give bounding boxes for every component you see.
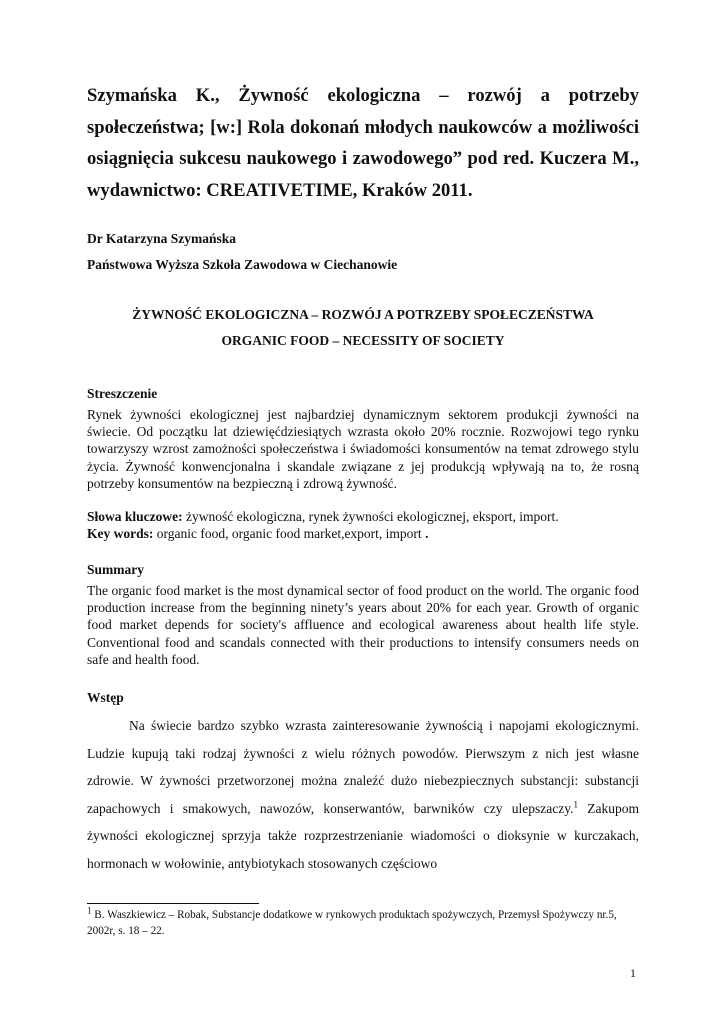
keywords-pl-text: żywność ekologiczna, rynek żywności ekologicznej, eksport, import. [182, 509, 559, 525]
paper-titles [87, 302, 639, 354]
keywords-english [87, 525, 639, 542]
keywords-en-end: . [421, 526, 429, 542]
author-affiliation: Państwowa Wyższa Szkoła Zawodowa w Ciechanowie [87, 257, 398, 272]
keywords-en-label: Key words: [87, 526, 154, 542]
intro-text-part1: Na świecie bardzo szybko wzrasta zainteresowanie żywnością i napojami ekologicznymi. Ludzie kupują taki rodzaj żywności z wielu różnych powodów. Pierwszym z nich jest własne zdrowie. W żywności przetworzonej można znaleźć dużo niebezpiecznych substancji: substancji zapachowych i smakowych, nawozów, konserwantów, barwników czy ulepszaczy. [87, 718, 639, 816]
keywords-polish [87, 508, 639, 525]
title-english: ORGANIC FOOD – NECESSITY OF SOCIETY [221, 333, 505, 348]
intro-section [87, 688, 639, 878]
footnote-text: B. Waszkiewicz – Robak, Substancje dodatkowe w rynkowych produktach spożywczych, Przemysł Spożywczy nr.5, 2002r, s. 18 – 22. [87, 909, 617, 937]
footnote-ref[interactable]: 1 [573, 799, 578, 810]
abstract-text: Rynek żywności ekologicznej jest najbardziej dynamicznym sektorem produkcji żywności na świecie. Od początku lat dziewięćdziesiątych wzrasta około 20% rocznie. Rozwojowi tego rynku towarzyszy wzrost zamożności społeczeństwa i świadomości konsumentów na temat zdrowego stylu życia. Żywność konwencjonalna i skandale związane z jej produkcją wpływają na to, że rosną potrzeby konsumentów na bezpieczną i zdrową żywność. [87, 407, 639, 491]
intro-heading: Wstęp [87, 690, 124, 706]
keywords-pl-label: Słowa kluczowe: [87, 509, 183, 525]
abstract-heading: Streszczenie [87, 386, 158, 401]
citation: Szymańska K., Żywność ekologiczna – rozwój a potrzeby społeczeństwa; [w:] Rola dokonań młodych naukowców a możliwości osiągnięcia sukcesu naukowego i zawodowego” pod red. Kuczera M., wydawnictwo: CREATIVETIME, Kraków 2011. [87, 85, 639, 201]
abstract-polish [87, 384, 639, 492]
page-content [87, 80, 639, 878]
footnote-divider [87, 903, 259, 904]
summary-section [87, 560, 639, 668]
keywords-block [87, 508, 639, 542]
footnote [87, 905, 639, 939]
author-name: Dr Katarzyna Szymańska [87, 231, 237, 246]
intro-text-part2: Zakupom żywności ekologicznej sprzyja także rozprzestrzenianie wiadomości o dioksynie w kurczakach, hormonach w wołowinie, antybiotykach stosowanych częściowo [87, 800, 639, 871]
summary-text: The organic food market is the most dynamical sector of food product on the world. The organic food production increase from the beginning ninety’s years about 20% for each year. Growth of organic food market depends for society's affluence and ecological awareness about health life style. Conventional food and scandals connected with their productions to intensify consumers needs on safe and health food. [87, 583, 639, 667]
title-polish: ŻYWNOŚĆ EKOLOGICZNA – ROZWÓJ A POTRZEBY SPOŁECZEŃSTWA [132, 307, 594, 322]
author-block [87, 226, 639, 278]
footnote-mark: 1 [87, 905, 92, 916]
page-number: 1 [630, 966, 636, 980]
intro-text [87, 712, 639, 878]
keywords-en-text: organic food, organic food market,export, import [153, 526, 422, 542]
summary-heading: Summary [87, 562, 144, 578]
